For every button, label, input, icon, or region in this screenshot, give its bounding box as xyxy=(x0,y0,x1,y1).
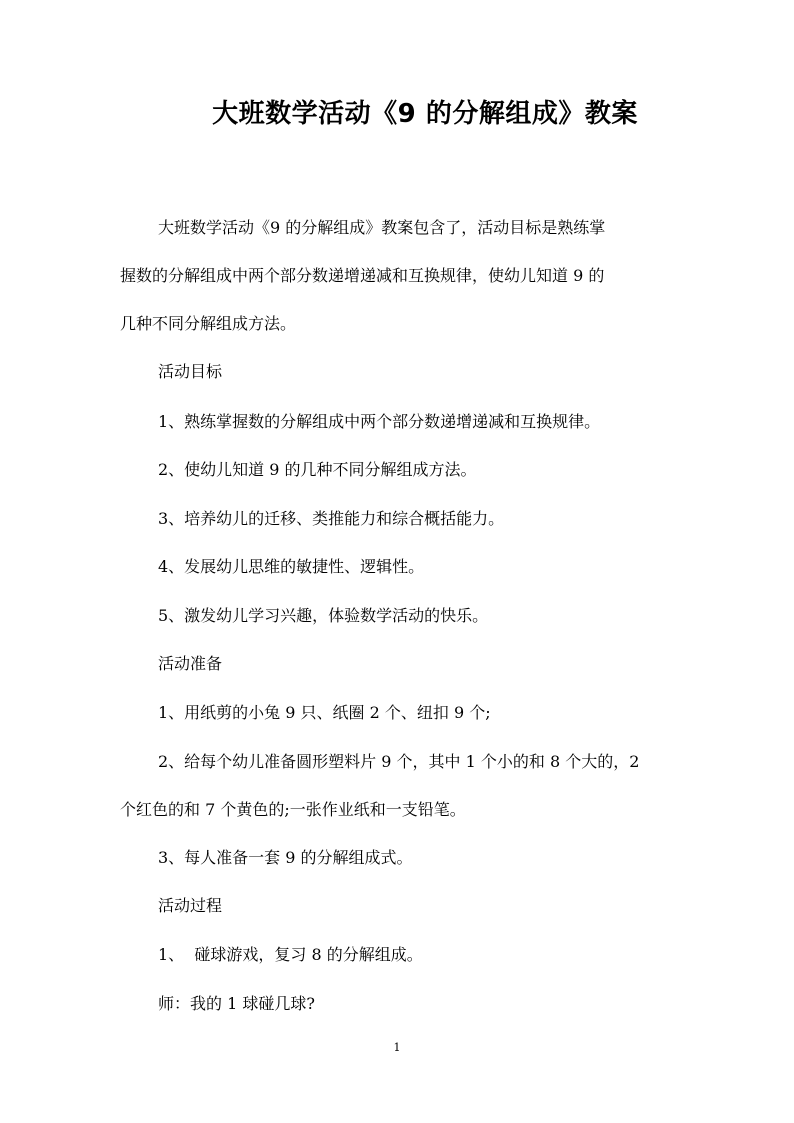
section-heading-objectives: 活动目标 xyxy=(158,362,223,381)
objective-item-2: 2、使幼儿知道 9 的几种不同分解组成方法。 xyxy=(158,460,477,479)
preparation-item-2-line-1: 2、给每个幼儿准备圆形塑料片 9 个，其中 1 个小的和 8 个大的，2 xyxy=(158,752,640,771)
document-title: 大班数学活动《9 的分解组成》教案 xyxy=(212,99,638,129)
intro-paragraph-line-2: 握数的分解组成中两个部分数递增递减和互换规律，使幼儿知道 9 的 xyxy=(120,266,605,285)
preparation-item-3: 3、每人准备一套 9 的分解组成式。 xyxy=(158,848,413,867)
objective-item-4: 4、发展幼儿思维的敏捷性、逻辑性。 xyxy=(158,557,425,576)
section-heading-preparation: 活动准备 xyxy=(158,654,223,673)
intro-paragraph-line-1: 大班数学活动《9 的分解组成》教案包含了，活动目标是熟练掌 xyxy=(158,218,606,237)
intro-paragraph-line-3: 几种不同分解组成方法。 xyxy=(120,314,297,333)
objective-item-3: 3、培养幼儿的迁移、类推能力和综合概括能力。 xyxy=(158,509,505,528)
preparation-item-1: 1、用纸剪的小兔 9 只、纸圈 2 个、纽扣 9 个; xyxy=(158,703,491,722)
teacher-dialogue-line: 师：我的 1 球碰几球? xyxy=(158,994,315,1013)
preparation-item-2-line-2: 个红色的和 7 个黄色的;一张作业纸和一支铅笔。 xyxy=(120,800,466,819)
process-item-1: 1、 碰球游戏，复习 8 的分解组成。 xyxy=(158,945,423,964)
section-heading-process: 活动过程 xyxy=(158,896,223,915)
page-number: 1 xyxy=(393,1041,401,1054)
objective-item-5: 5、激发幼儿学习兴趣，体验数学活动的快乐。 xyxy=(158,606,489,625)
objective-item-1: 1、熟练掌握数的分解组成中两个部分数递增递减和互换规律。 xyxy=(158,412,601,431)
